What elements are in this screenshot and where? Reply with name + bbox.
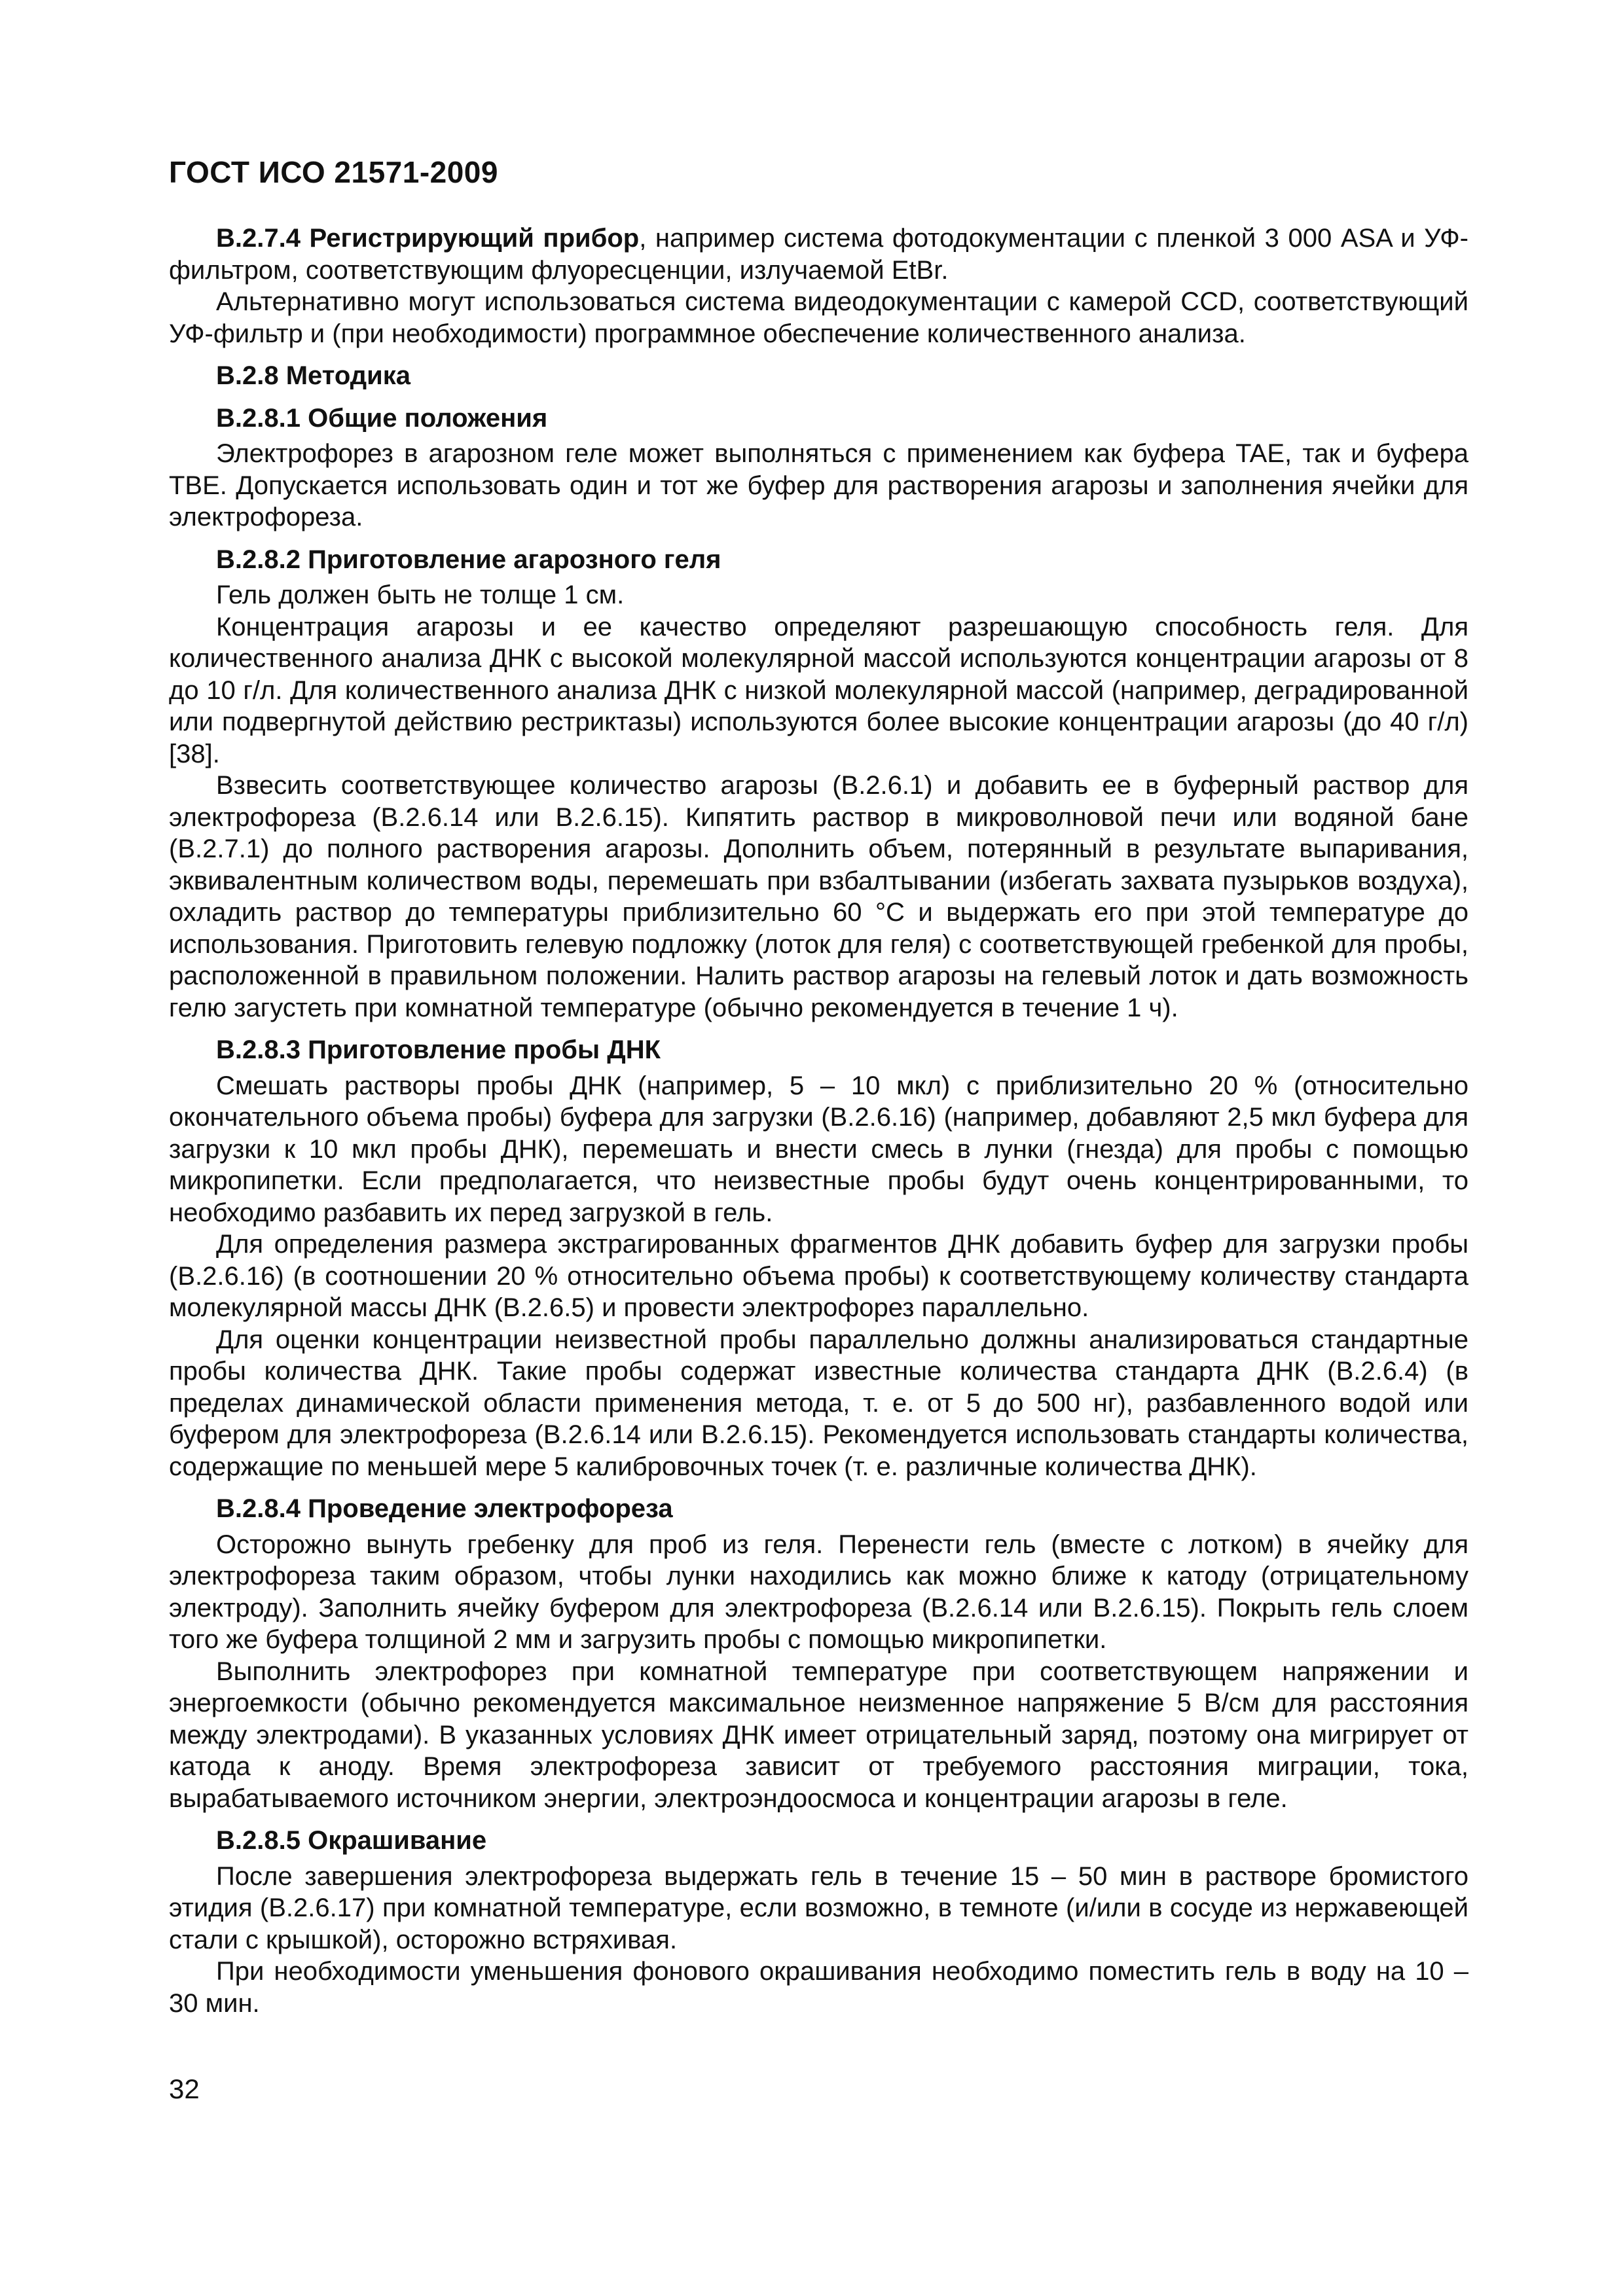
term-registering-device: В.2.7.4 Регистрирующий прибор — [216, 224, 640, 253]
page-number: 32 — [169, 2073, 200, 2104]
paragraph: Для определения размера экстрагированных фрагментов ДНК добавить буфер для загрузки пробы (В.2.6.16) (в соотношении 20 % относительно объема пробы) к соответствующему количеству стандарта молекулярной массы ДНК (В.2.6.5) и провести электрофорез параллельно. — [169, 1230, 1468, 1322]
paragraph-text: , например система фотодокументации с пленкой 3 000 ASA и УФ-фильтром, соответствующим флуоресценции, излучаемой EtBr. — [169, 224, 1468, 285]
paragraph-b274 — [169, 223, 1468, 286]
paragraph: Осторожно вынуть гребенку для проб из геля. Перенести гель (вместе с лотком) в ячейку для электрофореза таким образом, чтобы лунки находились как можно ближе к катоду (отрицательному электроду). Заполнить ячейку буфером для электрофореза (В.2.6.14 или В.2.6.15). Покрыть гель слоем того же буфера толщиной 2 мм и загрузить пробы с помощью микропипетки. — [169, 1530, 1468, 1654]
paragraph: При необходимости уменьшения фонового окрашивания необходимо поместить гель в воду на 10 – 30 мин. — [169, 1957, 1468, 2018]
paragraph: После завершения электрофореза выдержать гель в течение 15 – 50 мин в растворе бромистого этидия (В.2.6.17) при комнатной температуре, если возможно, в темноте (и/или в сосуде из нержавеющей стали с крышкой), осторожно встряхивая. — [169, 1861, 1468, 1954]
section-heading-b281: В.2.8.1 Общие положения — [216, 403, 548, 433]
paragraph: Альтернативно могут использоваться система видеодокументации с камерой CCD, соответствующий УФ-фильтр и (при необходимости) программное обеспечение количественного анализа. — [169, 287, 1468, 348]
section-heading-b282: В.2.8.2 Приготовление агарозного геля — [216, 545, 721, 574]
paragraph: Для оценки концентрации неизвестной пробы параллельно должны анализироваться стандартные пробы количества ДНК. Такие пробы содержат известные количества стандарта ДНК (В.2.6.4) (в пределах динамической области применения метода, т. е. от 5 до 500 нг), разбавленного водой или буфером для электрофореза (В.2.6.14 или В.2.6.15). Рекомендуется использовать стандарты количества, содержащие по меньшей мере 5 калибровочных точек (т. е. различные количества ДНК). — [169, 1325, 1468, 1481]
paragraph: Смешать растворы пробы ДНК (например, 5 – 10 мкл) с приблизительно 20 % (относительно окончательного объема пробы) буфера для загрузки (В.2.6.16) (например, добавляют 2,5 мкл буфера для загрузки к 10 мкл пробы ДНК), перемешать и внести смесь в лунки (гнезда) для пробы с помощью микропипетки. Если предполагается, что неизвестные пробы будут очень концентрированными, то необходимо разбавить их перед загрузкой в гель. — [169, 1071, 1468, 1227]
section-heading-b284: В.2.8.4 Проведение электрофореза — [216, 1494, 673, 1523]
paragraph: Взвесить соответствующее количество агарозы (В.2.6.1) и добавить ее в буферный раствор для электрофореза (В.2.6.14 или В.2.6.15). Кипятить раствор в микроволновой печи или водяной бане (В.2.7.1) до полного растворения агарозы. Дополнить объем, потерянный в результате выпаривания, эквивалентным количеством воды, перемешать при взбалтывании (избегать захвата пузырьков воздуха), охладить раствор до температуры приблизительно 60 °С и выдержать его при этой температуре до использования. Приготовить гелевую подложку (лоток для геля) с соответствующей гребенкой для пробы, расположенной в правильном положении. Налить раствор агарозы на гелевый лоток и дать возможность гелю загустеть при комнатной температуре (обычно рекомендуется в течение 1 ч). — [169, 771, 1468, 1022]
section-heading-b28: В.2.8 Методика — [216, 361, 410, 390]
paragraph: Выполнить электрофорез при комнатной температуре при соответствующем напряжении и энергоемкости (обычно рекомендуется максимальное неизменное напряжение 5 В/см для расстояния между электродами). В указанных условиях ДНК имеет отрицательный заряд, поэтому она мигрирует от катода к аноду. Время электрофореза зависит от требуемого расстояния миграции, тока, вырабатываемого источником энергии, электроэндоосмоса и концентрации агарозы в геле. — [169, 1657, 1468, 1813]
paragraph: Концентрация агарозы и ее качество определяют разрешающую способность геля. Для количественного анализа ДНК с высокой молекулярной массой используются концентрации агарозы от 8 до 10 г/л. Для количественного анализа ДНК с низкой молекулярной массой (например, деградированной или подвергнутой действию рестриктазы) используются более высокие концентрации агарозы (до 40 г/л) [38]. — [169, 612, 1468, 768]
paragraph: Гель должен быть не толще 1 см. — [216, 581, 625, 609]
section-heading-b285: В.2.8.5 Окрашивание — [216, 1826, 487, 1855]
paragraph: Электрофорез в агарозном геле может выполняться с применением как буфера TAE, так и буфера TBE. Допускается использовать один и тот же буфер для растворения агарозы и заполнения ячейки для электрофореза. — [169, 439, 1468, 531]
document-body — [169, 223, 1468, 2019]
section-heading-b283: В.2.8.3 Приготовление пробы ДНК — [216, 1035, 661, 1064]
document-header: ГОСТ ИСО 21571-2009 — [169, 155, 498, 189]
